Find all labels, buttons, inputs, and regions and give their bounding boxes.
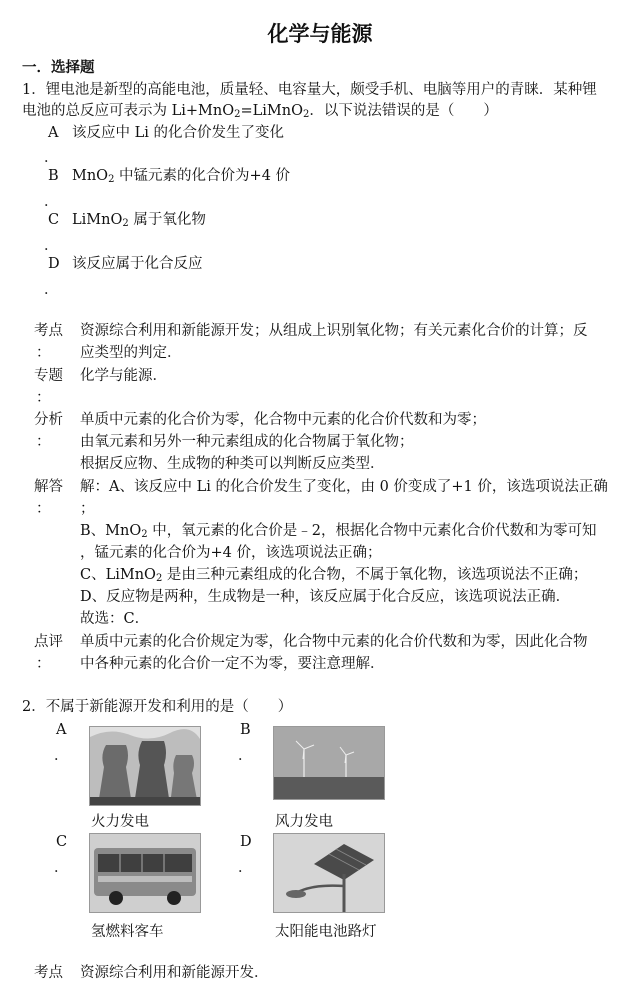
jieda-colon: ：	[36, 501, 51, 517]
jieda-text-4: ，锰元素的化合价为+4 价，该选项说法正确；	[80, 545, 382, 561]
q2-stem: 2．不属于新能源开发和利用的是（ ）	[22, 699, 293, 715]
q1-stem-line2: 电池的总反应可表示为 Li+MnO$_2$=LiMnO$_2$．以下说法错误的是（ ）	[22, 103, 498, 120]
q2-option-a-caption: 火力发电	[91, 814, 149, 830]
jieda-text-5: C、LiMnO$_2$ 是由三种元素组成的化合物，不属于氧化物，该选项说法不正确；	[80, 567, 588, 584]
q1-stem-line1: 1．锂电池是新型的高能电池，质量轻、电容量大，颇受手机、电脑等用户的青睐．某种锂	[22, 82, 597, 98]
dianping-key: 点评	[34, 634, 63, 650]
q2-option-d-label: D	[240, 834, 252, 850]
option-dot: ．	[44, 282, 59, 298]
fenxi-key: 分析	[34, 412, 63, 428]
thermal-power-plant-image	[89, 726, 201, 806]
jieda-text-6: D、反应物是两种，生成物是一种，该反应属于化合反应，该选项说法正确．	[80, 589, 571, 605]
zhuanti-colon: ：	[36, 390, 51, 406]
option-dot: ．	[238, 860, 253, 876]
jieda-key: 解答	[34, 479, 63, 495]
jieda-text-2: ；	[80, 501, 95, 517]
jieda-text-1: 解：A、该反应中 Li 的化合价发生了变化，由 0 价变成了+1 价，该选项说法正确	[80, 479, 608, 495]
zhuanti-text: 化学与能源．	[80, 368, 167, 384]
kaodian-text-1: 资源综合利用和新能源开发；从组成上识别氧化物；有关元素化合价的计算；反	[80, 323, 588, 339]
q2-option-b-caption: 风力发电	[275, 814, 333, 830]
q2-option-b-label: B	[240, 722, 251, 738]
q1-option-a-text: 该反应中 Li 的化合价发生了变化	[72, 125, 284, 141]
q1-option-d-text: 该反应属于化合反应	[72, 256, 203, 272]
q1-option-c-text: LiMnO$_2$ 属于氧化物	[72, 212, 206, 229]
zhuanti-key: 专题	[34, 368, 63, 384]
dianping-text-1: 单质中元素的化合价规定为零，化合物中元素的化合价代数和为零，因此化合物	[80, 634, 588, 650]
q2-kaodian-text: 资源综合利用和新能源开发．	[80, 965, 269, 981]
page-title: 化学与能源	[267, 22, 373, 46]
q1-option-a-label: A	[48, 125, 59, 141]
option-dot: ．	[44, 150, 59, 166]
wind-turbines-image	[273, 726, 385, 800]
kaodian-key: 考点	[34, 323, 63, 339]
fenxi-colon: ：	[36, 434, 51, 450]
fenxi-text-2: 由氧元素和另外一种元素组成的化合物属于氧化物；	[80, 434, 414, 450]
solar-street-lamp-image	[273, 833, 385, 913]
jieda-text-3: B、MnO$_2$ 中，氧元素的化合价是﹣2，根据化合物中元素化合价代数和为零可知	[80, 523, 597, 540]
q2-option-c-label: C	[56, 834, 68, 850]
option-dot: ．	[54, 748, 69, 764]
fenxi-text-3: 根据反应物、生成物的种类可以判断反应类型．	[80, 456, 385, 472]
option-dot: ．	[238, 748, 253, 764]
option-dot: ．	[44, 194, 59, 210]
kaodian-colon: ：	[36, 345, 51, 361]
q1-option-c-label: C	[48, 212, 60, 228]
kaodian-text-2: 应类型的判定．	[80, 345, 182, 361]
q2-option-a-label: A	[56, 722, 67, 738]
option-dot: ．	[44, 238, 59, 254]
q1-option-d-label: D	[48, 256, 60, 272]
q2-option-d-caption: 太阳能电池路灯	[275, 924, 377, 940]
hydrogen-bus-image	[89, 833, 201, 913]
dianping-text-2: 中各种元素的化合价一定不为零，要注意理解．	[80, 656, 385, 672]
section-heading: 一．选择题	[22, 60, 95, 76]
option-dot: ．	[54, 860, 69, 876]
dianping-colon: ：	[36, 656, 51, 672]
q2-kaodian-key: 考点	[34, 965, 63, 981]
q1-option-b-text: MnO$_2$ 中锰元素的化合价为+4 价	[72, 168, 291, 185]
q2-option-c-caption: 氢燃料客车	[91, 924, 164, 940]
q1-option-b-label: B	[48, 168, 59, 184]
jieda-text-7: 故选：C．	[80, 611, 150, 627]
fenxi-text-1: 单质中元素的化合价为零，化合物中元素的化合价代数和为零；	[80, 412, 486, 428]
